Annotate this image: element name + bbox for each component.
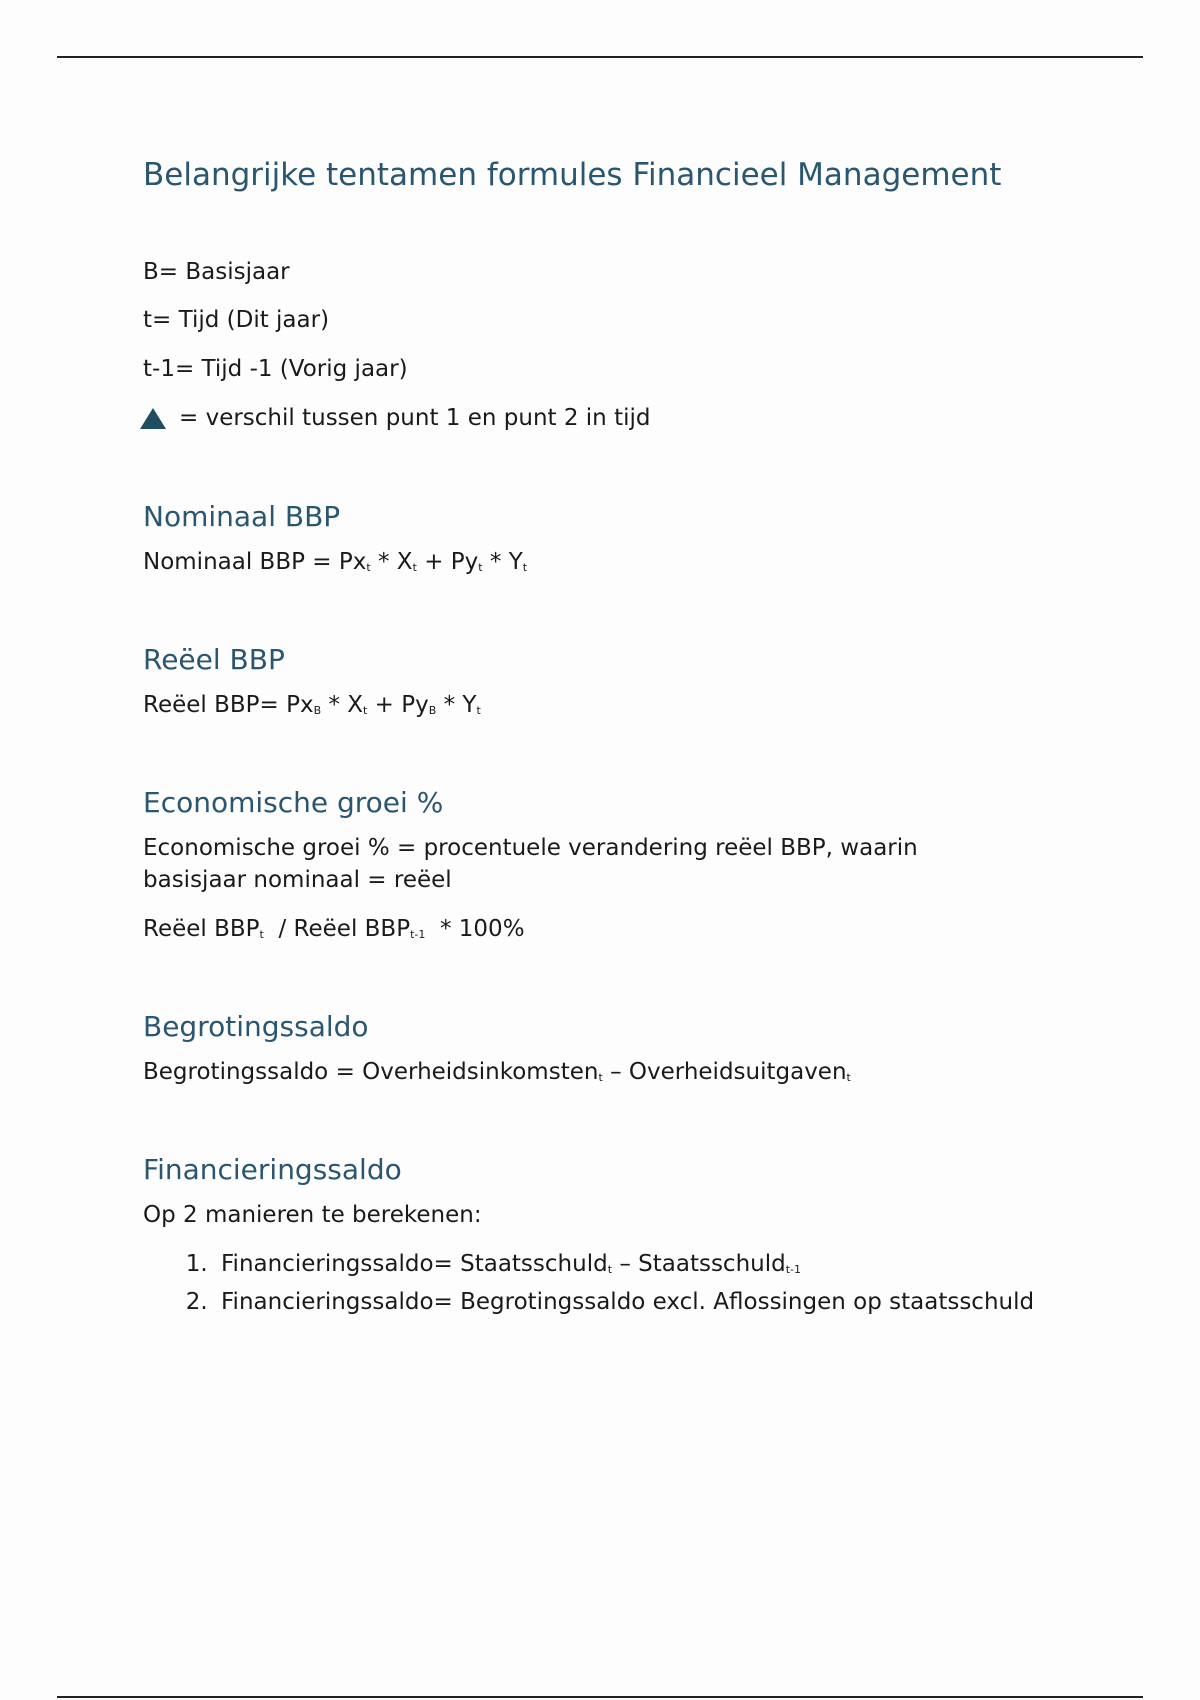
formula-text: Reëel BBP= Px xyxy=(143,692,314,718)
list-item: 2. Financieringssaldo= Begrotingssaldo excl. Aflossingen op staatsschuld xyxy=(215,1286,1055,1318)
subscript: t xyxy=(259,928,264,941)
triangle-icon xyxy=(139,406,167,430)
formula-text: * Y xyxy=(482,549,523,575)
subscript: B xyxy=(313,704,322,717)
groei-description: Economische groei % = procentuele verandering reëel BBP, waarin basisjaar nominaal = reëel xyxy=(143,835,918,893)
page-title: Belangrijke tentamen formules Financieel Management xyxy=(143,157,1002,193)
formula-begrotingssaldo xyxy=(143,1056,851,1094)
formula-text: – Staatsschuld xyxy=(612,1251,786,1277)
bottom-rule xyxy=(57,1696,1143,1698)
formula-text: * Y xyxy=(436,692,477,718)
formula-text: Reëel BBP xyxy=(143,916,260,942)
subscript: t xyxy=(476,704,481,717)
formula-text: – Overheidsuitgaven xyxy=(602,1059,847,1085)
legend-delta-text: = verschil tussen punt 1 en punt 2 in tijd xyxy=(179,405,651,431)
formula-economische-groei xyxy=(143,913,525,951)
subscript: t xyxy=(366,561,371,574)
heading-reeel-bbp: Reëel BBP xyxy=(143,643,285,676)
legend-basisjaar: B= Basisjaar xyxy=(143,259,290,285)
list-item xyxy=(215,1248,1055,1286)
subscript: t xyxy=(522,561,528,574)
subscript: t-1 xyxy=(785,1263,801,1276)
subscript: t-1 xyxy=(410,928,426,941)
subscript: t xyxy=(598,1071,603,1084)
subscript: t xyxy=(412,561,417,574)
financiering-intro: Op 2 manieren te berekenen: xyxy=(143,1202,482,1228)
formula-text: * X xyxy=(370,549,413,575)
formula-text: Nominaal BBP = Px xyxy=(143,549,367,575)
top-rule xyxy=(57,56,1143,58)
legend-tijd-min-1: t-1= Tijd -1 (Vorig jaar) xyxy=(143,356,408,382)
subscript: t xyxy=(363,704,368,717)
formula-nominaal-bbp xyxy=(143,546,527,584)
formula-reeel-bbp xyxy=(143,689,481,727)
subscript: t xyxy=(607,1263,613,1276)
subscript: t xyxy=(846,1071,851,1084)
subscript: B xyxy=(428,704,437,717)
formula-text: * X xyxy=(321,692,364,718)
formula-text: Begrotingssaldo = Overheidsinkomsten xyxy=(143,1059,599,1085)
heading-begrotingssaldo: Begrotingssaldo xyxy=(143,1010,369,1043)
formula-text: + Py xyxy=(367,692,429,718)
heading-economische-groei: Economische groei % xyxy=(143,786,444,819)
financiering-methods-list xyxy=(143,1248,1055,1318)
heading-nominaal-bbp: Nominaal BBP xyxy=(143,500,341,533)
legend-tijd: t= Tijd (Dit jaar) xyxy=(143,307,330,333)
formula-text: Financieringssaldo= Staatsschuld xyxy=(221,1251,608,1277)
subscript: t xyxy=(478,561,483,574)
formula-text: + Py xyxy=(416,549,479,575)
formula-text: / Reëel BBP xyxy=(263,916,411,942)
formula-text: * 100% xyxy=(425,916,525,942)
legend-delta xyxy=(143,402,650,434)
heading-financieringssaldo: Financieringssaldo xyxy=(143,1153,402,1186)
